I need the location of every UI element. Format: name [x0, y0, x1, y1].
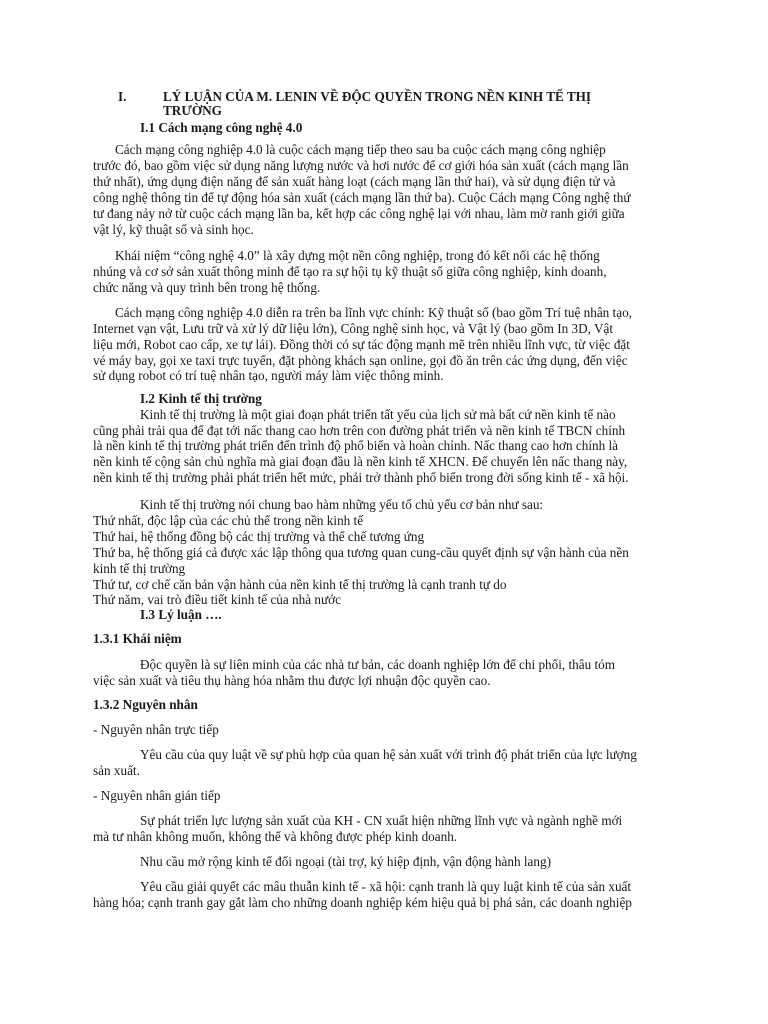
section-1-2-title: I.2 Kinh tế thị trường [140, 391, 262, 406]
indirect-cause-line: Sự phát triển lực lượng sản xuất của KH - CN xuất hiện những lĩnh vực và ngành nghề mới [140, 813, 623, 828]
s131-line: Độc quyền là sự liên minh của các nhà tư bản, các doanh nghiệp lớn để chi phối, thâu tóm [140, 657, 616, 672]
indirect-cause-line: Yêu cầu giải quyết các mâu thuẫn kinh tế - xã hội: cạnh tranh là quy luật kinh tế của sản xuất [140, 879, 632, 894]
s11-p3-line: sử dụng robot có trí tuệ nhân tạo, người máy làm việc thông minh. [93, 368, 444, 383]
subsection-1-3-1-title: 1.3.1 Khái niệm [93, 631, 182, 646]
s12-intro: Kinh tế thị trường nói chung bao hàm những yếu tố chủ yếu cơ bản như sau: [140, 497, 544, 512]
indirect-cause-line: hàng hóa; cạnh tranh gay gắt làm cho những doanh nghiệp kém hiệu quả bị phá sản, các doanh nghiệp [93, 895, 632, 910]
indirect-cause-line: mà tư nhân không muốn, không thể và không được phép kinh doanh. [93, 829, 458, 844]
s11-p2-line: nhúng và cơ sở sản xuất thông minh để tạo ra sự hội tụ kỹ thuật số giữa công nghiệp, kinh doanh, [93, 264, 607, 279]
s131-line: việc sản xuất và tiêu thụ hàng hóa nhằm thu được lợi nhuận độc quyền cao. [93, 673, 491, 688]
s12-p1-line: nền kinh tế thị trường phải phát triển hết mức, phải trở thành phổ biến trong đời sống kinh tế - xã hội. [93, 470, 629, 485]
s12-item: Thứ hai, hệ thống đồng bộ các thị trường và thể chế tương ứng [93, 529, 425, 544]
section-1-3-title: I.3 Lý luận …. [140, 607, 222, 622]
s11-p3-line: liệu mới, Robot cao cấp, xe tự lái). Đồng thời có sự tác động mạnh mẽ trên nhiều lĩnh vực, từ việc đặt [93, 337, 630, 352]
subsection-1-3-2-title: 1.3.2 Nguyên nhân [93, 697, 198, 712]
s12-p1-line: nền kinh tế cộng sản chủ nghĩa mà giai đoạn đầu là nền kinh tế XHCN. Để chuyển lên nấc thang này, [93, 454, 628, 469]
direct-cause-label: - Nguyên nhân trực tiếp [93, 722, 219, 737]
s11-p3-line: vé máy bay, gọi xe taxi trực tuyến, đặt phòng khách sạn online, gọi đồ ăn trên các ứng dụng, đến việc [93, 353, 628, 368]
s11-p3-line: Cách mạng công nghiệp 4.0 diễn ra trên ba lĩnh vực chính: Kỹ thuật số (bao gồm Trí tuệ nhân tạo, [115, 305, 632, 320]
heading-title-line1: LÝ LUẬN CỦA M. LENIN VỀ ĐỘC QUYỀN TRONG NỀN KINH TẾ THỊ [163, 89, 592, 104]
direct-cause-line: sản xuất. [93, 763, 140, 778]
s12-item: kinh tế thị trường [93, 561, 186, 576]
s11-p1-line: Cách mạng công nghiệp 4.0 là cuộc cách mạng tiếp theo sau ba cuộc cách mạng công nghiệp [115, 142, 606, 157]
s11-p1-line: thứ nhất), ứng dụng điện năng để sản xuất hàng loạt (cách mạng lần thứ hai), và sử dụng điện tử và [93, 174, 616, 189]
s12-p1-line: cũng phải trải qua để đạt tới nấc thang cao hơn trên con đường phát triển và nền kinh tế TBCN chính [93, 423, 626, 438]
indirect-cause-label: - Nguyên nhân gián tiếp [93, 788, 221, 803]
heading-title-line2: TRƯỜNG [163, 103, 222, 118]
s12-p1-line: Kinh tế thị trường là một giai đoạn phát triển tất yếu của lịch sử mà bất cứ nền kinh tế nào [140, 407, 616, 422]
s11-p2-line: Khái niệm “công nghệ 4.0” là xây dựng một nền công nghiệp, trong đó kết nối các hệ thống [115, 248, 600, 263]
s11-p2-line: chức năng và quy trình bên trong hệ thống. [93, 280, 321, 295]
s12-item: Thứ tư, cơ chế căn bản vận hành của nền kinh tế thị trường là cạnh tranh tự do [93, 577, 507, 592]
s12-item: Thứ ba, hệ thống giá cả được xác lập thông qua tương quan cung-cầu quyết định sự vận hành của nền [93, 545, 629, 560]
s12-p1-line: là nền kinh tế thị trường phát triển đến trình độ phổ biến và hoàn chỉnh. Nấc thang cao hơn chính là [93, 438, 619, 453]
heading-number: I. [118, 89, 127, 104]
s12-item: Thứ nhất, độc lập của các chủ thể trong nền kinh tế [93, 513, 364, 528]
s11-p3-line: Internet vạn vật, Lưu trữ và xử lý dữ liệu lớn), Công nghệ sinh học, và Vật lý (bao gồm In 3D, Vật [93, 321, 613, 336]
s11-p1-line: vật lý, kỹ thuật số và sinh học. [93, 222, 254, 237]
s11-p1-line: công nghệ thông tin để tự động hóa sản xuất (cách mạng lần thứ ba). Cuộc Cách mạng Công nghệ thứ [93, 190, 631, 205]
section-1-1-title: I.1 Cách mạng công nghệ 4.0 [140, 120, 303, 135]
indirect-cause-line: Nhu cầu mở rộng kinh tế đối ngoại (tài trợ, ký hiệp định, vận động hành lang) [140, 854, 551, 869]
s11-p1-line: trước đó, bao gồm việc sử dụng năng lượng nước và hơi nước để cơ giới hóa sản xuất (cách mạng lần [93, 158, 629, 173]
s11-p1-line: tư đang nảy nở từ cuộc cách mạng lần ba, kết hợp các công nghệ lại với nhau, làm mờ ranh giới giữa [93, 206, 625, 221]
s12-item: Thứ năm, vai trò điều tiết kinh tế của nhà nước [93, 592, 341, 607]
direct-cause-line: Yêu cầu của quy luật về sự phù hợp của quan hệ sản xuất với trình độ phát triển của lực lượng [140, 747, 637, 762]
